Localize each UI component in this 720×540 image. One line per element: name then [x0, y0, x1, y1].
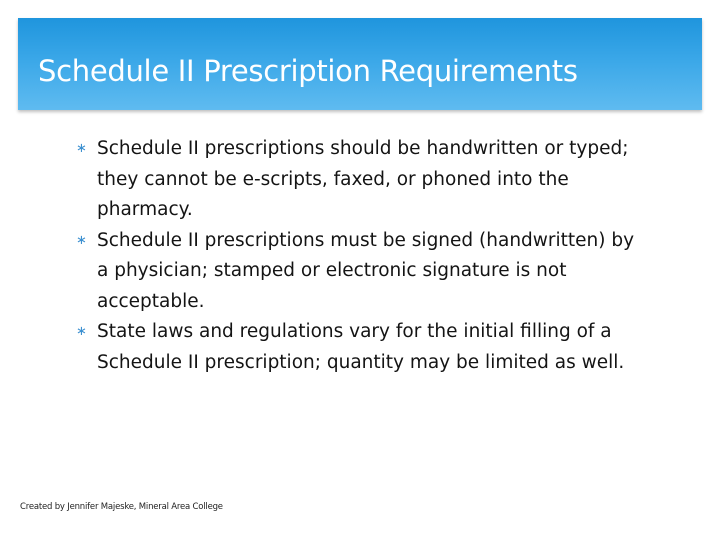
bullet-text: Schedule II prescriptions must be signed (handwritten) by a physician; stamped or electronic signature is not acceptable.	[97, 229, 635, 312]
asterisk-bullet-icon: ∗	[76, 324, 87, 339]
asterisk-bullet-icon: ∗	[76, 232, 87, 248]
footer-credit: Created by Jennifer Majeske, Mineral Area College	[20, 502, 223, 512]
bullet-item	[76, 226, 646, 318]
bullet-item	[76, 134, 646, 226]
title-band	[18, 18, 702, 110]
asterisk-bullet-icon: ∗	[76, 141, 87, 156]
bullet-list	[76, 134, 646, 378]
bullet-text: State laws and regulations vary for the initial filling of a Schedule II prescription; quantity may be limited as well.	[97, 321, 625, 373]
slide-title: Schedule II Prescription Requirements	[38, 54, 578, 88]
bullet-item	[76, 317, 646, 378]
bullet-text: Schedule II prescriptions should be handwritten or typed; they cannot be e-scripts, faxed, or phoned into the pharmacy.	[97, 138, 629, 220]
